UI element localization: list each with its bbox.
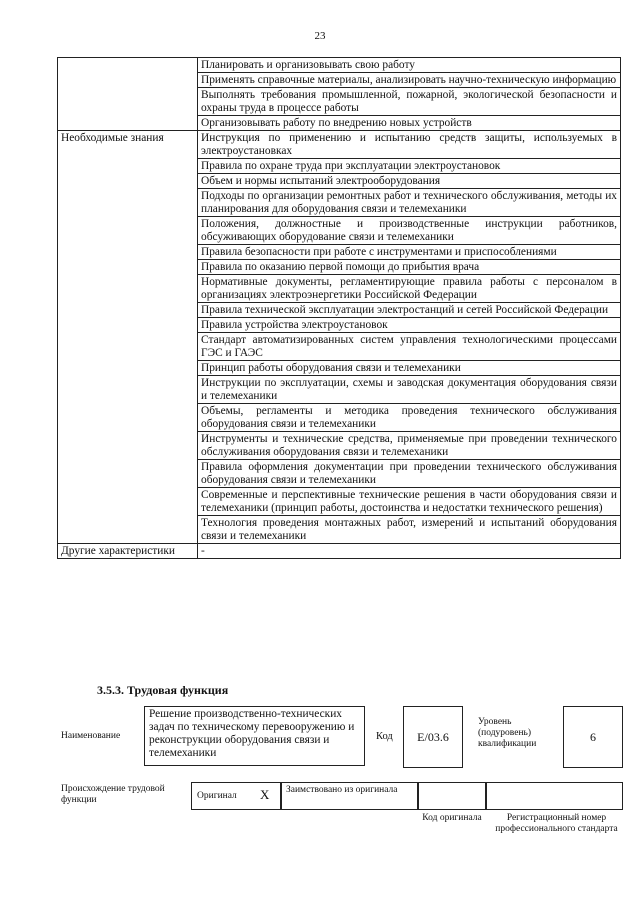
requirements-table [57,57,621,559]
row-value: Правила устройства электроустановок [198,318,621,333]
row-label: Другие характеристики [58,544,198,559]
row-value: Принцип работы оборудования связи и телемеханики [198,361,621,376]
code-original-caption: Код оригинала [422,813,482,823]
row-value: Планировать и организовывать свою работу [198,58,621,73]
function-name-box: Решение производственно-технических задач по техническому перевооружению и реконструкции оборудования связи и телемеханики [144,706,365,766]
row-value: Нормативные документы, регламентирующие правила работы с персоналом в организациях электроэнергетики Российской Федерации [198,275,621,303]
row-value: - [198,544,621,559]
name-label: Наименование [61,731,121,741]
original-cell [191,782,281,810]
row-value: Правила технической эксплуатации электростанций и сетей Российской Федерации [198,303,621,318]
row-label [58,58,198,131]
row-value: Инструкции по эксплуатации, схемы и заводская документация оборудования связи и телемеханики [198,376,621,404]
row-value: Объемы, регламенты и методика проведения технического обслуживания оборудования связи и телемеханики [198,404,621,432]
row-value: Правила безопасности при работе с инструментами и приспособлениями [198,245,621,260]
borrowed-cell: Заимствовано из оригинала [281,782,418,810]
row-value: Положения, должностные и производственные инструкции работников, обсуживающих оборудование связи и телемеханики [198,217,621,245]
original-code-cell [418,782,486,810]
original-label: Оригинал [197,791,237,801]
row-value: Организовывать работу по внедрению новых устройств [198,116,621,131]
table-row [58,131,621,159]
row-label: Необходимые знания [58,131,198,544]
registration-number-caption: Регистрационный номер профессионального стандарта [495,813,618,834]
row-value: Современные и перспективные технические решения в части оборудования связи и телемеханики (принцип работы, достоинства и недостатки технического решения) [198,488,621,516]
row-value: Правила по охране труда при эксплуатации электроустановок [198,159,621,174]
row-value: Подходы по организации ремонтных работ и технического обслуживания, методы их планирования для оборудования связи и телемеханики [198,189,621,217]
section-title: 3.5.3. Трудовая функция [97,683,229,697]
code-label: Код [376,731,393,742]
registration-number-cell [486,782,623,810]
row-value: Инструкция по применению и испытанию средств защиты, используемых в электроустановках [198,131,621,159]
row-value: Применять справочные материалы, анализировать научно-техническую информацию [198,73,621,88]
table-row [58,544,621,559]
row-value: Объем и нормы испытаний электрооборудования [198,174,621,189]
row-value: Технология проведения монтажных работ, измерений и испытаний оборудования связи и телемеханики [198,516,621,544]
row-value: Инструменты и технические средства, применяемые при проведении технического обслуживания оборудования связи и телемеханики [198,432,621,460]
row-value: Правила по оказанию первой помощи до прибытия врача [198,260,621,275]
page-number: 23 [314,30,326,42]
qualification-level-box: 6 [563,706,623,768]
original-mark: X [260,787,270,802]
row-value: Правила оформления документации при проведении технического обслуживания оборудования связи и телемеханики [198,460,621,488]
origin-row [191,782,623,810]
origin-label: Происхождение трудовой функции [61,784,165,805]
level-label: Уровень (подуровень) квалификации [478,717,537,749]
row-value: Выполнять требования промышленной, пожарной, экологической безопасности и охраны труда в процессе работы [198,88,621,116]
table-row [58,58,621,73]
function-code-box: E/03.6 [403,706,463,768]
row-value: Стандарт автоматизированных систем управления технологическими процессами ГЭС и ГАЭС [198,333,621,361]
